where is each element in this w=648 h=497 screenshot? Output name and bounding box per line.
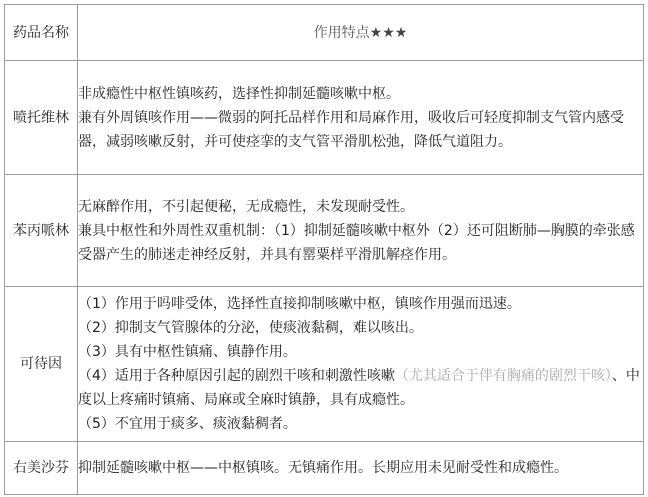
drug-name: 喷托维林 [13,109,69,126]
indication-note: （尤其适合于伴有胸痛的剧烈干咳） [394,368,612,384]
drug-name-cell [5,175,78,287]
drug-name-cell [5,287,78,442]
feature-item: （3）具有中枢性镇痛、镇静作用。 [78,344,297,360]
drug-name-cell [5,61,78,175]
header-drug-name-label: 药品名称 [13,24,69,41]
drug-comparison-sheet [4,4,644,493]
header-feature [78,5,644,61]
feature-line: 兼具中枢性和外周性双重机制：（1）抑制延髓咳嗽中枢外（2）还可阻断肺—胸膜的牵张感受器产生的肺迷走神经反射，并具有罂粟样平滑肌解痉作用。 [78,222,635,263]
feature-line: 非成瘾性中枢性镇咳药，选择性抑制延髓咳嗽中枢。 [78,85,400,102]
feature-cell [78,287,644,442]
table-row [5,61,644,175]
feature-line: 抑制延髓咳嗽中枢——中枢镇咳。无镇痛作用。长期应用未见耐受性和成瘾性。 [78,460,568,476]
drug-name: 苯丙哌林 [13,222,69,239]
drug-name-cell [5,442,78,495]
importance-stars: ★★★ [369,24,408,41]
feature-cell [78,442,644,495]
indication-start: （4）适用于各种原因引起的剧烈干咳和刺激性咳嗽 [78,368,395,384]
table-header-row [5,5,644,61]
header-drug-name [5,5,78,61]
feature-line: 无麻醉作用，不引起便秘，无成瘾性，未发现耐受性。 [78,198,414,215]
drug-name: 右美沙芬 [13,460,69,476]
feature-item: （2）抑制支气管腺体的分泌，使痰液黏稠，难以咳出。 [78,320,423,336]
feature-item-indications [78,364,643,412]
table-row [5,442,644,495]
drug-table [4,4,644,495]
feature-item: （1）作用于吗啡受体，选择性直接抑制咳嗽中枢，镇咳作用强而迅速。 [78,296,521,312]
feature-line: 兼有外周镇咳作用——微弱的阿托品样作用和局麻作用，吸收后可轻度抑制支气管内感受器，减弱咳嗽反射，并可使痉挛的支气管平滑肌松弛，降低气道阻力。 [78,109,624,150]
feature-item: （5）不宜用于痰多、痰液黏稠者。 [78,416,297,432]
header-feature-label: 作用特点 [313,24,370,41]
table-row [5,287,644,442]
table-row [5,175,644,287]
indication-end: 、中度以上疼痛时镇痛、局麻或全麻时镇静，具有成瘾性。 [78,368,640,408]
drug-name: 可待因 [20,356,62,372]
feature-cell [78,175,644,287]
feature-cell [78,61,644,175]
